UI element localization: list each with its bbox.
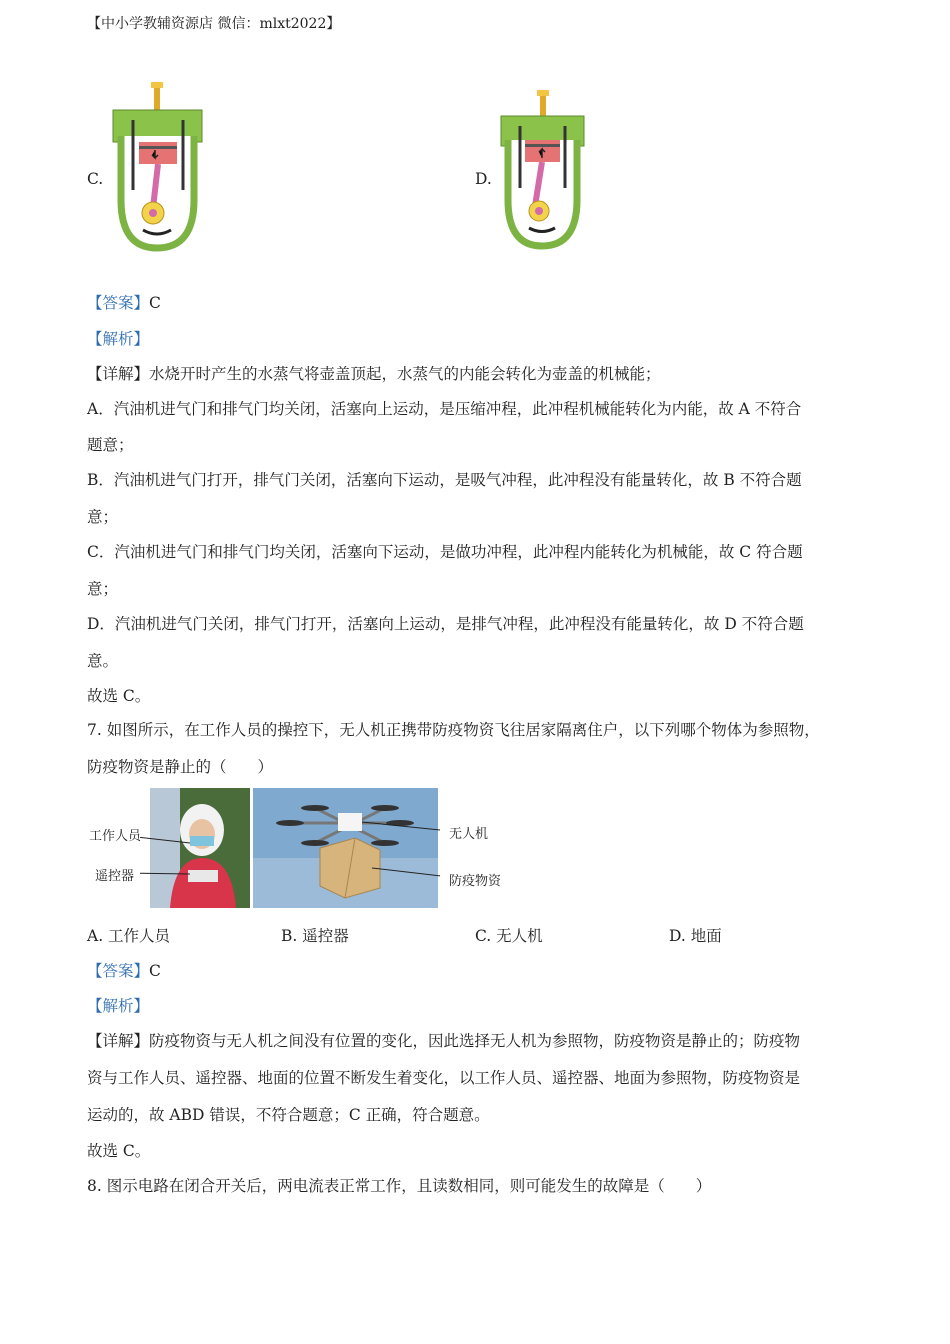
engine-diagram-c — [105, 80, 210, 255]
label-worker: 工作人员 — [89, 829, 142, 844]
q6-detail-line-1: A．汽油机进气门和排气门均关闭，活塞向上运动，是压缩冲程，此冲程机械能转化为内能，故 A 不符合 — [87, 400, 802, 418]
q6-analysis-tag: 【解析】 — [87, 330, 150, 348]
answer-value: C — [149, 294, 161, 312]
q7-option-c: C. 无人机 — [475, 927, 543, 945]
label-remote: 遥控器 — [95, 869, 135, 884]
q6-conclusion: 故选 C。 — [87, 687, 151, 705]
q7-answer — [87, 959, 161, 981]
answer-value: C — [149, 962, 161, 980]
q7-option-a: A. 工作人员 — [87, 927, 171, 945]
detail-text: 防疫物资与无人机之间没有位置的变化，因此选择无人机为参照物，防疫物资是静止的；防疫物 — [149, 1032, 801, 1050]
label-drone: 无人机 — [449, 827, 489, 842]
detail-tag: 【详解】 — [87, 1032, 150, 1050]
q6-detail-line-3: B．汽油机进气门打开，排气门关闭，活塞向下运动，是吸气冲程，此冲程没有能量转化，故 B 不符合题 — [87, 471, 802, 489]
answer-tag: 【答案】 — [87, 962, 150, 980]
q7-detail-line-2: 运动的，故 ABD 错误，不符合题意；C 正确，符合题意。 — [87, 1106, 490, 1124]
q7-stem-line-2: 防疫物资是静止的（ ） — [87, 758, 274, 776]
q7-option-b: B. 遥控器 — [281, 927, 349, 945]
q7-photo — [140, 788, 440, 910]
detail-text: 水烧开时产生的水蒸气将壶盖顶起，水蒸气的内能会转化为壶盖的机械能； — [149, 365, 661, 383]
q7-conclusion: 故选 C。 — [87, 1142, 151, 1160]
q6-detail-line-6: 意； — [87, 580, 119, 598]
q6-detail-line-5: C．汽油机进气门和排气门均关闭，活塞向下运动，是做功冲程，此冲程内能转化为机械能，故 C 符合题 — [87, 543, 803, 561]
q7-detail-line-1: 资与工作人员、遥控器、地面的位置不断发生着变化，以工作人员、遥控器、地面为参照物，防疫物资是 — [87, 1069, 801, 1087]
answer-tag: 【答案】 — [87, 294, 150, 312]
detail-tag: 【详解】 — [87, 365, 150, 383]
q6-answer — [87, 291, 161, 313]
q6-detail-line-2: 题意； — [87, 436, 134, 454]
option-d-label: D. — [475, 170, 492, 188]
engine-diagram-d — [495, 88, 590, 253]
q7-detail-line-0 — [87, 1029, 800, 1051]
label-supplies: 防疫物资 — [449, 874, 502, 889]
q6-detail-line-7: D．汽油机进气门关闭，排气门打开，活塞向上运动，是排气冲程，此冲程没有能量转化，故 D 不符合题 — [87, 615, 804, 633]
q6-detail-line-8: 意。 — [87, 652, 119, 670]
q7-analysis-tag: 【解析】 — [87, 997, 150, 1015]
q7-stem-line-1: 7. 如图所示，在工作人员的操控下，无人机正携带防疫物资飞往居家隔离住户，以下列哪个物体为参照物， — [87, 721, 820, 739]
q6-detail-line-0 — [87, 362, 661, 384]
q7-option-d: D. 地面 — [669, 927, 722, 945]
page-header: 【中小学教辅资源店 微信：mlxt2022】 — [87, 16, 341, 32]
q8-stem: 8. 图示电路在闭合开关后，两电流表正常工作，且读数相同，则可能发生的故障是（ ） — [87, 1177, 712, 1195]
option-c-label: C. — [87, 170, 104, 188]
q6-detail-line-4: 意； — [87, 508, 119, 526]
